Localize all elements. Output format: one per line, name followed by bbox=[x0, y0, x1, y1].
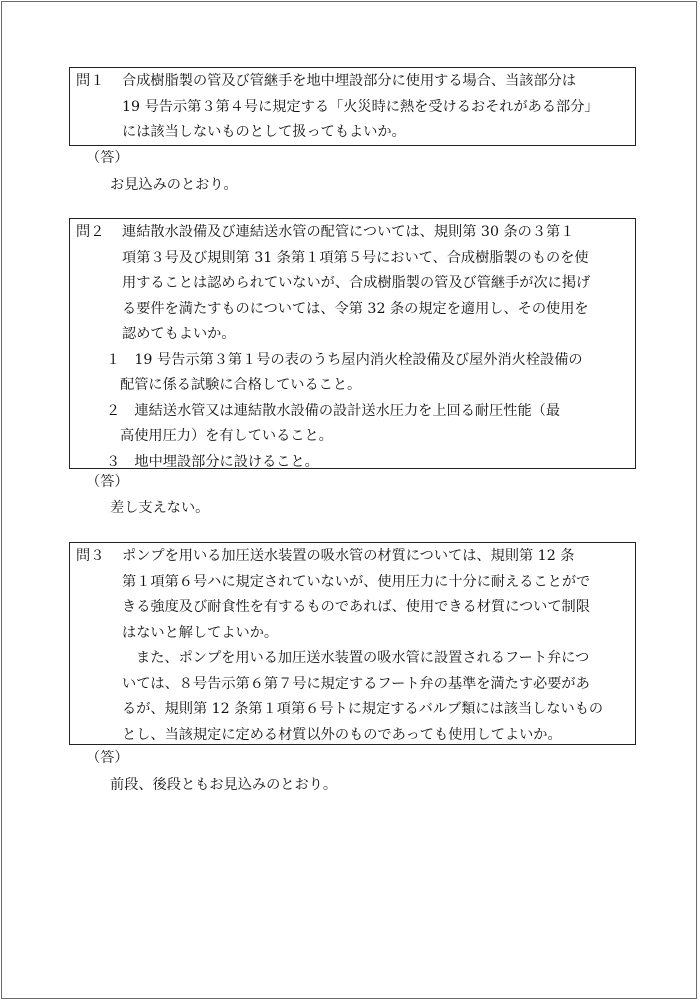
question-2-item-1: １ 19 号告示第３第１号の表のうち屋内消火栓設備及び屋外消火栓設備の bbox=[106, 351, 583, 368]
question-2-item-2-cont: 高使用圧力）を有していること。 bbox=[120, 428, 333, 444]
question-3-para2-text-1: また、ポンプを用いる加圧送水装置の吸水管に設置されるフート弁につ bbox=[136, 650, 590, 666]
question-2-number: 問２ bbox=[76, 224, 105, 240]
question-3-text-3: きる強度及び耐食性を有するものであれば、使用できる材質について制限 bbox=[122, 599, 590, 615]
question-1-line-1 bbox=[70, 69, 635, 95]
question-2-text-2: 項第３号及び規則第 31 条第１項第５号において、合成樹脂製のものを使 bbox=[122, 249, 589, 266]
question-1-text-2: 19 号告示第３第４号に規定する「火災時に熱を受けるおそれがある部分」 bbox=[122, 98, 599, 115]
question-1-text-3: には該当しないものとして扱ってもよいか。 bbox=[122, 124, 406, 140]
question-2-item-3: ３ 地中埋設部分に設けること。 bbox=[106, 453, 319, 470]
question-2-item-2: ２ 連結送水管又は連結散水設備の設計送水圧力を上回る耐圧性能（最 bbox=[106, 402, 561, 419]
question-3-line-1 bbox=[70, 544, 635, 570]
answer-1-text: お見込みのとおり。 bbox=[110, 177, 238, 193]
question-2-line-1 bbox=[70, 220, 635, 246]
question-3-para2-text-4: とし、当該規定に定める材質以外のものであっても使用してよいか。 bbox=[122, 726, 562, 743]
answer-2-text: 差し支えない。 bbox=[110, 500, 210, 516]
question-2-box bbox=[69, 218, 636, 469]
question-3-text-4: はないと解してよいか。 bbox=[122, 624, 279, 641]
question-3-box bbox=[69, 542, 636, 745]
question-2-text-3: 用することは認められていないが、合成樹脂製の管及び管継手が次に掲げ bbox=[122, 275, 591, 291]
question-3-number: 問３ bbox=[76, 548, 105, 564]
answer-3-text: 前段、後段ともお見込みのとおり。 bbox=[110, 777, 338, 793]
question-3-text-2: 第１項第６号ハに規定されていないが、使用圧力に十分に耐えることがで bbox=[122, 573, 591, 590]
question-2-item-1-cont: 配管に係る試験に合格していること。 bbox=[120, 377, 362, 393]
question-2-text-4: る要件を満たすものについては、令第 32 条の規定を適用し、その使用を bbox=[122, 300, 589, 317]
question-3-para2-text-3: るが、規則第 12 条第１項第６号トに規定するバルブ類には該当しないもの bbox=[122, 701, 604, 717]
question-2-text-5: 認めてもよいか。 bbox=[122, 326, 236, 342]
question-1-number: 問１ bbox=[76, 73, 105, 89]
question-1-text-1: 合成樹脂製の管及び管継手を地中埋設部分に使用する場合、当該部分は bbox=[122, 73, 577, 89]
question-1-box bbox=[69, 67, 636, 146]
question-3-para2-text-2: いては、８号告示第６第７号に規定するフート弁の基準を満たす必要があ bbox=[122, 675, 590, 692]
question-2-text-1: 連結散水設備及び連結送水管の配管については、規則第 30 条の３第１ bbox=[122, 224, 575, 240]
answer-2-label: （答） bbox=[86, 474, 129, 490]
answer-3-label: （答） bbox=[86, 750, 129, 766]
answer-1-label: （答） bbox=[86, 150, 129, 166]
question-3-text-1: ポンプを用いる加圧送水装置の吸水管の材質については、規則第 12 条 bbox=[122, 548, 575, 564]
